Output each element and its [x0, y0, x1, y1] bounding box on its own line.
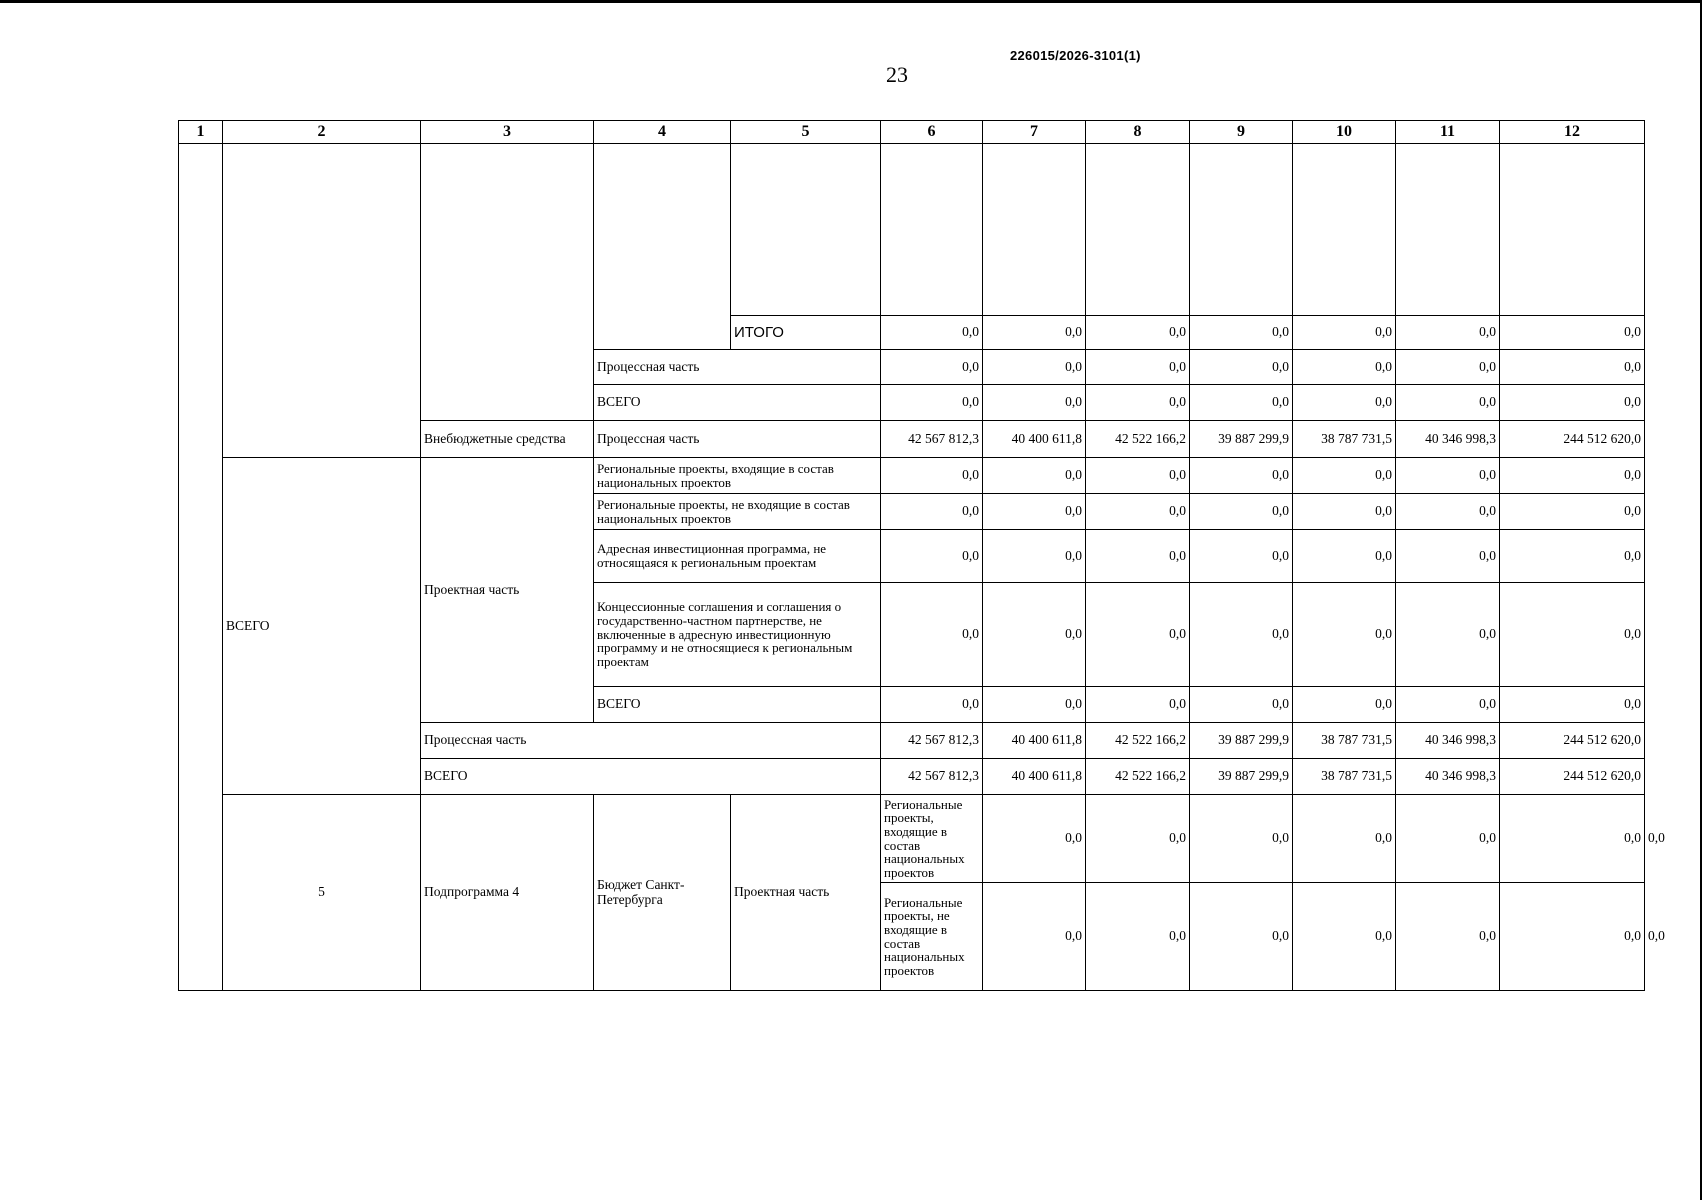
label-cell-empty: [731, 144, 881, 316]
value-cell: 0,0: [1396, 458, 1500, 494]
value-cell: 0,0: [1190, 494, 1293, 530]
value-cell: 0,0: [1293, 687, 1396, 723]
col-header: 9: [1190, 121, 1293, 144]
row-label: Региональные проекты, не входящие в состав национальных проектов: [881, 883, 983, 991]
col-header: 2: [223, 121, 421, 144]
col-header: 11: [1396, 121, 1500, 144]
value-cell: 0,0: [1190, 350, 1293, 385]
value-cell: 0,0: [1293, 795, 1396, 883]
value-cell: 0,0: [1396, 795, 1500, 883]
value-cell: 0,0: [881, 494, 983, 530]
col-header: 3: [421, 121, 594, 144]
col-header: 10: [1293, 121, 1396, 144]
col-header: 6: [881, 121, 983, 144]
source-cell-continued: [421, 144, 594, 421]
value-cell: 0,0: [1500, 583, 1645, 687]
value-cell: 0,0: [1086, 316, 1190, 350]
value-cell: 244 512 620,0: [1500, 421, 1645, 458]
table-row: 5 Подпрограмма 4 Бюджет Санкт-Петербурга Проектная часть Региональные проекты, входящие в состав национальных проектов 0,0 0,0 0,0 0,0 0,0 0,0 0,0: [179, 795, 1645, 883]
value-cell: 0,0: [1190, 883, 1293, 991]
value-cell-empty: [881, 144, 983, 316]
value-cell: 39 887 299,9: [1190, 421, 1293, 458]
col-header: 1: [179, 121, 223, 144]
row-label: Региональные проекты, входящие в состав национальных проектов: [594, 458, 881, 494]
value-cell: 0,0: [983, 316, 1086, 350]
value-cell: 0,0: [1500, 494, 1645, 530]
block-name: ВСЕГО: [223, 458, 421, 795]
value-cell: 39 887 299,9: [1190, 723, 1293, 759]
column-number-row: [179, 121, 1645, 144]
value-cell: 0,0: [1190, 458, 1293, 494]
value-cell: 42 567 812,3: [881, 759, 983, 795]
value-cell: 0,0: [1293, 494, 1396, 530]
value-cell: 42 522 166,2: [1086, 421, 1190, 458]
value-cell: 0,0: [1396, 883, 1500, 991]
value-cell: 0,0: [881, 458, 983, 494]
value-cell: 0,0: [1293, 583, 1396, 687]
value-cell: 0,0: [983, 883, 1086, 991]
value-cell: 0,0: [1190, 385, 1293, 421]
value-cell: 0,0: [1190, 795, 1293, 883]
project-part-label: Проектная часть: [421, 458, 594, 723]
table-row: Региональные проекты, не входящие в состав национальных проектов 0,0 0,0 0,0 0,0 0,0 0,0 0,0: [179, 883, 1645, 991]
col-header: 7: [983, 121, 1086, 144]
funding-source: Бюджет Санкт-Петербурга: [594, 795, 731, 991]
value-cell: 0,0: [1190, 530, 1293, 583]
row-label: Процессная часть: [421, 723, 881, 759]
value-cell: 0,0: [1396, 350, 1500, 385]
value-cell: 40 346 998,3: [1396, 421, 1500, 458]
value-cell: 42 522 166,2: [1086, 759, 1190, 795]
value-cell: 42 522 166,2: [1086, 723, 1190, 759]
value-cell: 0,0: [1086, 494, 1190, 530]
value-cell: 40 346 998,3: [1396, 723, 1500, 759]
value-cell: 38 787 731,5: [1293, 759, 1396, 795]
value-cell: 0,0: [983, 458, 1086, 494]
row-label: ВСЕГО: [594, 385, 881, 421]
value-cell: 0,0: [1396, 530, 1500, 583]
value-cell: 0,0: [983, 583, 1086, 687]
row-label: Адресная инвестиционная программа, не относящаяся к региональным проектам: [594, 530, 881, 583]
value-cell: 0,0: [881, 583, 983, 687]
value-cell: 0,0: [1500, 687, 1645, 723]
value-cell: 40 400 611,8: [983, 723, 1086, 759]
scan-edge-top: [0, 0, 1702, 3]
value-cell: 0,0: [1293, 883, 1396, 991]
value-cell: 39 887 299,9: [1190, 759, 1293, 795]
value-cell: 0,0: [1500, 530, 1645, 583]
document-id: 226015/2026-3101(1): [1010, 48, 1141, 63]
part-cell-continued: [594, 144, 731, 350]
row-label: Процессная часть: [594, 421, 881, 458]
value-cell: 0,0: [1086, 583, 1190, 687]
value-cell: 0,0: [1086, 687, 1190, 723]
col-header: 4: [594, 121, 731, 144]
funding-source: Внебюджетные средства: [421, 421, 594, 458]
value-cell: 0,0: [1190, 687, 1293, 723]
value-cell: 0,0: [881, 530, 983, 583]
row-number: 5: [223, 795, 421, 991]
part-label: Проектная часть: [731, 795, 881, 991]
value-cell: 0,0: [1086, 795, 1190, 883]
value-cell: 0,0: [881, 687, 983, 723]
continuation-row: [179, 144, 1645, 316]
value-cell: 40 400 611,8: [983, 759, 1086, 795]
value-cell: 38 787 731,5: [1293, 723, 1396, 759]
value-cell: 0,0: [1293, 316, 1396, 350]
budget-table: [178, 120, 1665, 991]
row-label: ВСЕГО: [594, 687, 881, 723]
value-cell: 0,0: [1500, 316, 1645, 350]
page-number: 23: [886, 62, 908, 87]
value-cell: 0,0: [1500, 795, 1645, 883]
value-cell: 0,0: [1086, 350, 1190, 385]
value-cell-empty: [1396, 144, 1500, 316]
program-cell-continued: [223, 144, 421, 458]
value-cell: 0,0: [881, 350, 983, 385]
value-cell: 40 346 998,3: [1396, 759, 1500, 795]
value-cell: 0,0: [983, 494, 1086, 530]
value-cell-empty: [1086, 144, 1190, 316]
table-row: [179, 458, 1645, 494]
value-cell: 0,0: [1086, 883, 1190, 991]
value-cell: 0,0: [1190, 316, 1293, 350]
value-cell: 0,0: [1396, 583, 1500, 687]
row-label: ИТОГО: [731, 316, 881, 350]
row-label: Региональные проекты, входящие в состав национальных проектов: [881, 795, 983, 883]
value-cell: 42 567 812,3: [881, 421, 983, 458]
value-cell: 0,0: [1396, 494, 1500, 530]
row-label: Процессная часть: [594, 350, 881, 385]
value-cell: 0,0: [1293, 350, 1396, 385]
value-cell: 42 567 812,3: [881, 723, 983, 759]
value-cell-empty: [1190, 144, 1293, 316]
value-cell: 0,0: [1293, 458, 1396, 494]
value-cell: 0,0: [1293, 530, 1396, 583]
col-header: 8: [1086, 121, 1190, 144]
value-cell: 0,0: [1500, 350, 1645, 385]
value-cell: 0,0: [1500, 883, 1645, 991]
value-cell: 0,0: [983, 385, 1086, 421]
row-label: Концессионные соглашения и соглашения о государственно-частном партнерстве, не включенные в адресную инвестиционную программу и не относящиеся к региональным проектам: [594, 583, 881, 687]
col-header: 12: [1500, 121, 1645, 144]
value-cell-empty: [1293, 144, 1396, 316]
value-cell: 0,0: [1500, 458, 1645, 494]
value-cell: 0,0: [1293, 385, 1396, 421]
value-cell: 0,0: [1396, 385, 1500, 421]
value-cell: 0,0: [983, 530, 1086, 583]
col-header: 5: [731, 121, 881, 144]
value-cell: 0,0: [1190, 583, 1293, 687]
value-cell-empty: [1500, 144, 1645, 316]
value-cell: 0,0: [1086, 385, 1190, 421]
value-cell: 244 512 620,0: [1500, 723, 1645, 759]
row-label: ВСЕГО: [421, 759, 881, 795]
value-cell-empty: [983, 144, 1086, 316]
row-label: Региональные проекты, не входящие в состав национальных проектов: [594, 494, 881, 530]
value-cell: 244 512 620,0: [1500, 759, 1645, 795]
value-cell: 0,0: [1086, 458, 1190, 494]
value-cell: 0,0: [1500, 385, 1645, 421]
value-cell: 0,0: [983, 795, 1086, 883]
value-cell: 0,0: [881, 385, 983, 421]
subprogram-name: Подпрограмма 4: [421, 795, 594, 991]
value-cell: 38 787 731,5: [1293, 421, 1396, 458]
value-cell: 0,0: [1086, 530, 1190, 583]
value-cell: 0,0: [1396, 316, 1500, 350]
value-cell: 0,0: [983, 350, 1086, 385]
row-number-cell: [179, 144, 223, 991]
value-cell: 0,0: [881, 316, 983, 350]
value-cell: 0,0: [983, 687, 1086, 723]
value-cell: 40 400 611,8: [983, 421, 1086, 458]
value-cell: 0,0: [1396, 687, 1500, 723]
